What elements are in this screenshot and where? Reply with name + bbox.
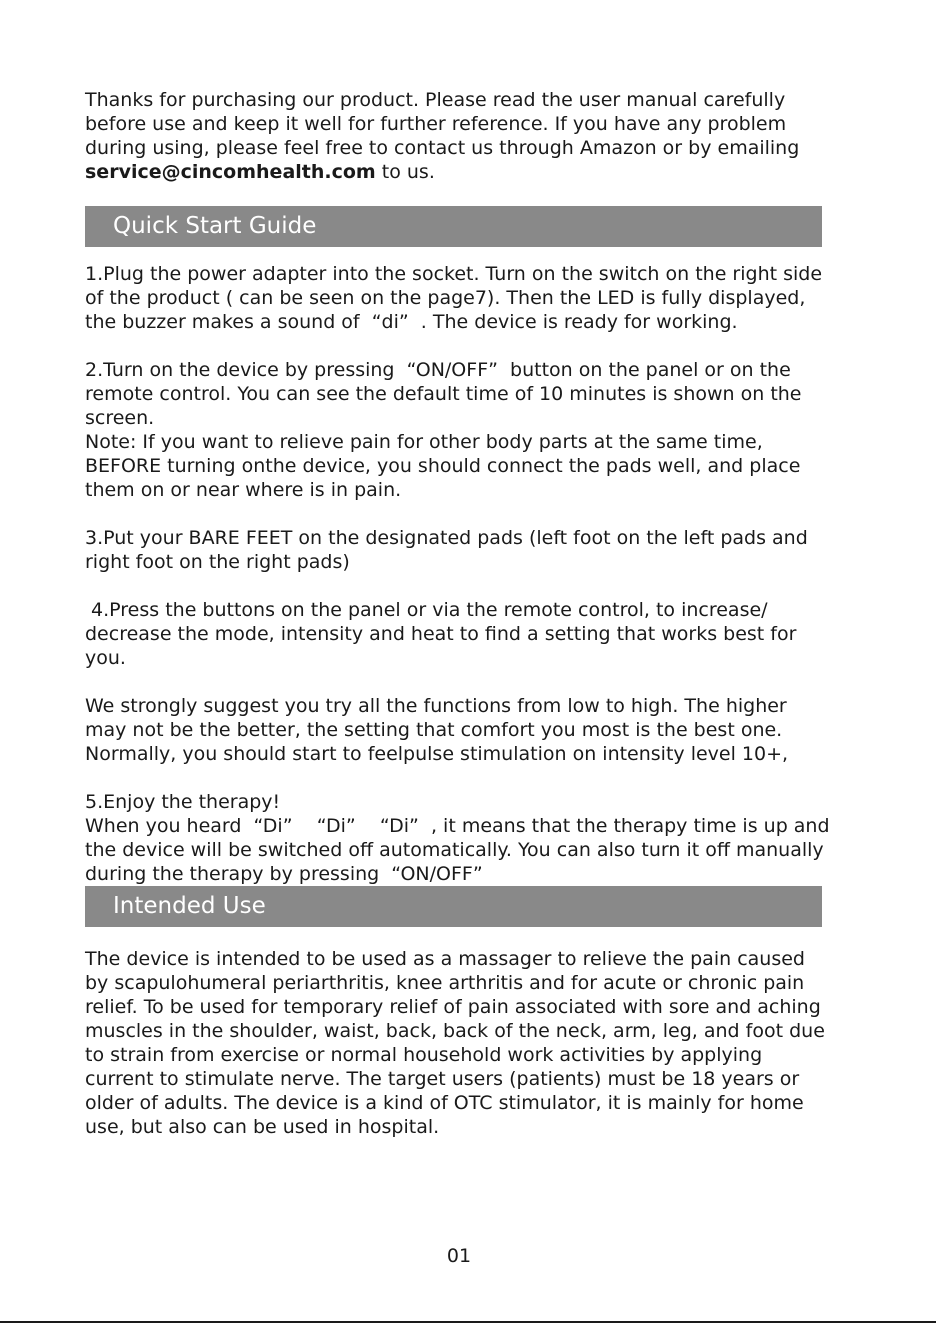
step5-line: When you heard “Di” “Di” “Di” , it means that the therapy time is up and: [85, 815, 830, 837]
bottom-divider: [0, 1321, 936, 1323]
step2-note-line: Note: If you want to relieve pain for other body parts at the same time,: [85, 431, 763, 453]
step1-line: of the product ( can be seen on the page7). Then the LED is fully displayed,: [85, 287, 806, 309]
step5-line: 5.Enjoy the therapy!: [85, 791, 281, 813]
intended-use-title: Intended Use: [113, 893, 266, 919]
intended-use-line: use, but also can be used in hospital.: [85, 1116, 440, 1138]
page-number: 01: [446, 1245, 472, 1267]
intended-use-line: relief. To be used for temporary relief of pain associated with sore and aching: [85, 996, 821, 1018]
intro-line-1: Thanks for purchasing our product. Please read the user manual carefully: [85, 89, 786, 111]
step2-note-line: BEFORE turning onthe device, you should connect the pads well, and place: [85, 455, 801, 477]
step5-line: during the therapy by pressing “ON/OFF”: [85, 863, 483, 885]
intro-line-2: before use and keep it well for further reference. If you have any problem: [85, 113, 787, 135]
intended-use-line: muscles in the shoulder, waist, back, back of the neck, arm, leg, and foot due: [85, 1020, 825, 1042]
intended-use-line: current to stimulate nerve. The target users (patients) must be 18 years or: [85, 1068, 800, 1090]
step2-line: screen.: [85, 407, 155, 429]
step4-line: you.: [85, 647, 126, 669]
suggestion-line: may not be the better, the setting that comfort you most is the best one.: [85, 719, 783, 741]
step3-line: 3.Put your BARE FEET on the designated pads (left foot on the left pads and: [85, 527, 808, 549]
intended-use-line: by scapulohumeral periarthritis, knee arthritis and for acute or chronic pain: [85, 972, 805, 994]
quick-start-title: Quick Start Guide: [113, 213, 317, 239]
intended-use-line: to strain from exercise or normal household work activities by applying: [85, 1044, 763, 1066]
support-email: service@cincomhealth.com: [85, 161, 376, 183]
step5-line: the device will be switched off automatically. You can also turn it off manually: [85, 839, 824, 861]
suggestion-line: Normally, you should start to feelpulse stimulation on intensity level 10+,: [85, 743, 789, 765]
step3-line: right foot on the right pads): [85, 551, 350, 573]
intro-line-3: during using, please feel free to contact us through Amazon or by emailing: [85, 137, 800, 159]
suggestion-line: We strongly suggest you try all the functions from low to high. The higher: [85, 695, 787, 717]
intended-use-header: [85, 886, 822, 927]
step4-line: decrease the mode, intensity and heat to find a setting that works best for: [85, 623, 797, 645]
intro-line-4: [85, 160, 435, 184]
step2-line: remote control. You can see the default time of 10 minutes is shown on the: [85, 383, 802, 405]
step2-note-line: them on or near where is in pain.: [85, 479, 402, 501]
step4-line: 4.Press the buttons on the panel or via the remote control, to increase/: [85, 599, 768, 621]
intended-use-line: older of adults. The device is a kind of OTC stimulator, it is mainly for home: [85, 1092, 804, 1114]
step1-line: the buzzer makes a sound of “di” . The device is ready for working.: [85, 311, 738, 333]
intro-email-suffix: to us.: [375, 161, 435, 183]
step1-line: 1.Plug the power adapter into the socket. Turn on the switch on the right side: [85, 263, 823, 285]
quick-start-header: [85, 206, 822, 247]
intended-use-line: The device is intended to be used as a massager to relieve the pain caused: [85, 948, 805, 970]
step2-line: 2.Turn on the device by pressing “ON/OFF” button on the panel or on the: [85, 359, 791, 381]
